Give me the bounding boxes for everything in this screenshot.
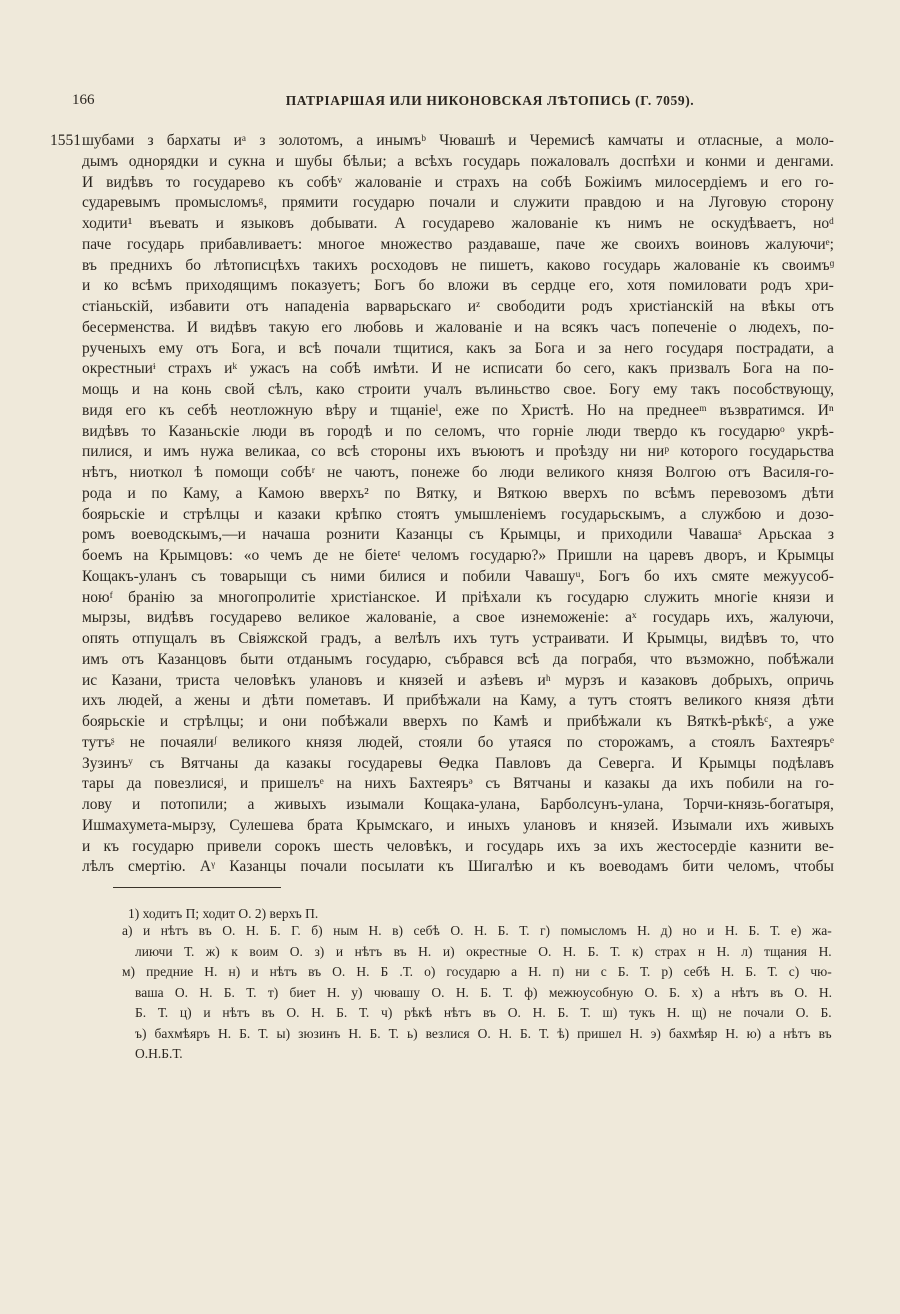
text-line: ходити¹ въевать и языковъ добывати. А государево жалованіе къ нимъ не оскудѣваетъ, ноᵈ — [82, 215, 834, 232]
text-line: бесерменства. И видѣвъ такую его любовь и жалованіе и на всякъ часъ попеченіе о людехъ, по- — [82, 318, 834, 336]
text-line: И видѣвъ то государево къ собѣᵛ жалованіе и страхъ на собѣ Божіимъ милосердіемъ и его го- — [82, 173, 834, 191]
text-line: рученыхъ ему отъ Бога, и всѣ почали тщитися, какъ за Бога и за него государя пострадати, а — [82, 339, 834, 357]
footnote-divider — [113, 887, 281, 888]
main-text — [82, 131, 834, 878]
footnote-line: а) и нѣтъ въ О. Н. Б. Г. б) ным Н. в) себѣ О. Н. Б. Т. г) помысломъ Н. д) но и Н. Б. Т. е) жа- — [122, 923, 832, 938]
text-line: паче государь прибавливаетъ: многое множество раздаваше, паче же своихъ воиновъ жалуючиᵉ; — [82, 235, 834, 253]
footnote-line: ваша О. Н. Б. Т. т) биет Н. у) чювашу О. Н. Б. Т. ф) межюусобную О. Б. х) а нѣтъ въ О. Н. — [135, 984, 832, 1000]
text-line: видя его къ себѣ неотложную вѣру и тщаніеˡ, еже по Христѣ. Но на преднееᵐ възвратимся. Иⁿ — [82, 401, 834, 419]
page-number: 166 — [72, 92, 95, 108]
text-line: лѣлъ смертiю. Аᵞ Казанцы почали посылати къ Шигалѣю и къ воеводамъ бити челомъ, чтобы — [82, 858, 834, 876]
text-line: ноюᶠ бранiю за многопролитiе христіанское. И прiѣхали къ государю служить многiе князи и — [82, 588, 834, 606]
footnotes-variants — [122, 921, 832, 1065]
text-line: рода и по Каму, а Камою вверхъ² по Вятку, и Вяткою вверхъ по всѣмъ перевозомъ дѣти — [82, 484, 834, 502]
text-line: сударевымъ промысломъᵍ, прямити государю почали и служити правдою и на Луговую сторону — [82, 194, 834, 212]
text-line: стіаньскій, избавити отъ нападенiа варварьскаго иᶻ свободити родъ христіанскій на вѣкы отъ — [82, 298, 834, 315]
text-line: ромъ воеводскымъ,—и начаша рознити Казанцы съ Крымцы, и приходили Чавашаˢ Арьскаа з — [82, 526, 834, 544]
text-line: лову и потопили; а живыхъ изымали Кощака-улана, Барболсунъ-улана, Торчи-князь-богатыря, — [82, 796, 834, 813]
text-line: пилися, и имъ нужа великаа, со всѣ стороны ихъ въюютъ и проѣзду ни ниᵖ которого государьства — [82, 443, 834, 461]
text-line: дымъ однорядки и сукна и шубы бѣльи; а всѣхъ государь пожаловалъ доспѣхи и конми и денгами. — [82, 152, 834, 170]
text-line: боемъ на Крымцовъ: «о чемъ де не біетеᵗ челомъ государю?» Пришли на царевъ дворъ, и Крымцы — [82, 547, 834, 564]
text-line: тутъᶳ не почаялиᶴ великого князя людей, стояли бо утаяся по сторожамъ, а стоялъ Бахтеяръᵉ — [82, 733, 834, 751]
footnote-line: ъ) бахмѣяръ Н. Б. Т. ы) зюзинъ Н. Б. Т. ь) везлися О. Н. Б. Т. ѣ) пришел Н. э) бахмѣяр Н. ю) а нѣтъ въ — [135, 1025, 832, 1041]
text-line: тары да повезлисяʲ, и пришелъᵉ на нихъ Бахтеяръᵊ съ Вятчаны и казакы да ихъ побили на го- — [82, 775, 834, 793]
text-line: имъ отъ Казанцовъ быти отданымъ государю, събрався всѣ да пограбя, что възможно, побѣжали — [82, 650, 834, 668]
text-line: шубами з бархаты иᵃ з золотомъ, а инымъᵇ Чювашѣ и Черемисѣ камчаты и отласные, а моло- — [82, 132, 834, 149]
footnote-line: м) предние Н. н) и нѣтъ въ О. Н. Б .Т. о) государю а Н. п) ни с Б. Т. р) себѣ Н. Б. Т. с) чю- — [122, 964, 832, 979]
text-line: и къ государю привели сорокъ шесть человѣкъ, и государь ихъ за ихъ жестосердiе казнити ве- — [82, 837, 834, 855]
footnote-line: Б. Т. ц) и нѣтъ въ О. Н. Б. Т. ч) рѣкѣ нѣтъ въ О. Н. Б. Т. ш) тукъ Н. щ) не почали О. Б. — [135, 1005, 832, 1020]
text-line: опять отпущалъ въ Свiяжской градъ, а велѣлъ ихъ тутъ устраивати. И Крымцы, видѣвъ то, что — [82, 630, 834, 647]
text-line: видѣвъ то Казаньскiе люди въ городѣ и по селомъ, что горніе люди твердо къ государюᵒ укрѣ- — [82, 422, 834, 440]
text-line: нѣтъ, ниоткол ѣ помощи собѣʳ не чаютъ, понеже бо люди великого князя Волгою отъ Василя-го- — [82, 464, 834, 481]
text-line: ис Казани, триста человѣкъ улановъ и князей и азѣевъ иʰ мурзъ и казаковъ добрыхъ, опричь — [82, 671, 834, 689]
text-line: боярьскiе и стрѣлцы; и они побѣжали вверхъ по Камѣ и прибѣжали къ Вяткѣ-рѣкѣᶜ, а уже — [82, 713, 834, 730]
text-line: окрестныиᶤ страхъ иᵏ ужасъ на собѣ имѣти. И не исписати бо сего, какъ призвалъ Бога на по- — [82, 360, 834, 378]
text-line: въ преднихъ бо лѣтописцѣхъ такихъ росходовъ не пишетъ, каково государь жалованіе къ своимъᶢ — [82, 256, 834, 274]
text-line: Зузинъʸ съ Вятчаны да казакы государевы Ѳедка Павловъ да Северга. И Крымцы подѣлавъ — [82, 754, 834, 772]
text-line: ихъ людей, а жены и дѣти пометавъ. И прибѣжали на Каму, а тутъ стоятъ великого князя дѣти — [82, 692, 834, 710]
footnote-line: О. Н. Б. Т. — [135, 1046, 183, 1061]
text-line: боярьскiе и стрѣлцы и казаки крѣпко стоятъ умышленiемъ государьскымъ, а службою и дозо- — [82, 505, 834, 523]
margin-year: 1551 — [50, 132, 81, 149]
text-line: мырзы, видѣвъ государево великое жалованіе, а свое изнеможеніе: аˣ государь ихъ, жалуючи, — [82, 609, 834, 627]
text-line: и ко всѣмъ приходящимъ показуетъ; Богъ бо вложи въ сердце его, хотя помиловати родъ хри- — [82, 277, 834, 295]
text-line: Кощакъ-уланъ съ товарыщи съ ними билися и побили Чавашуᵘ, Богъ бо ихъ смяте межуусоб- — [82, 567, 834, 585]
text-line: Ишмахумета-мырзу, Сулешева брата Крымскаго, и иныхъ улановъ и князей. Изымали ихъ живыхъ — [82, 816, 834, 834]
running-title: ПАТРІАРШАЯ ИЛИ НИКОНОВСКАЯ ЛѢТОПИСЬ (Г. 7059). — [285, 93, 695, 108]
footnote-line: лиючи Т. ж) к воим О. з) и нѣтъ въ Н. и) окрестные О. Н. Б. Т. к) страх н Н. л) тщания Н. — [135, 943, 832, 959]
footnotes-numeric: 1) ходитъ П; ходит О. 2) верхъ П. — [128, 906, 319, 921]
text-line: мощь и на конь свой сѣлъ, како строити учалъ вълиньство свое. Богу ему такъ пособствующу, — [82, 381, 834, 398]
